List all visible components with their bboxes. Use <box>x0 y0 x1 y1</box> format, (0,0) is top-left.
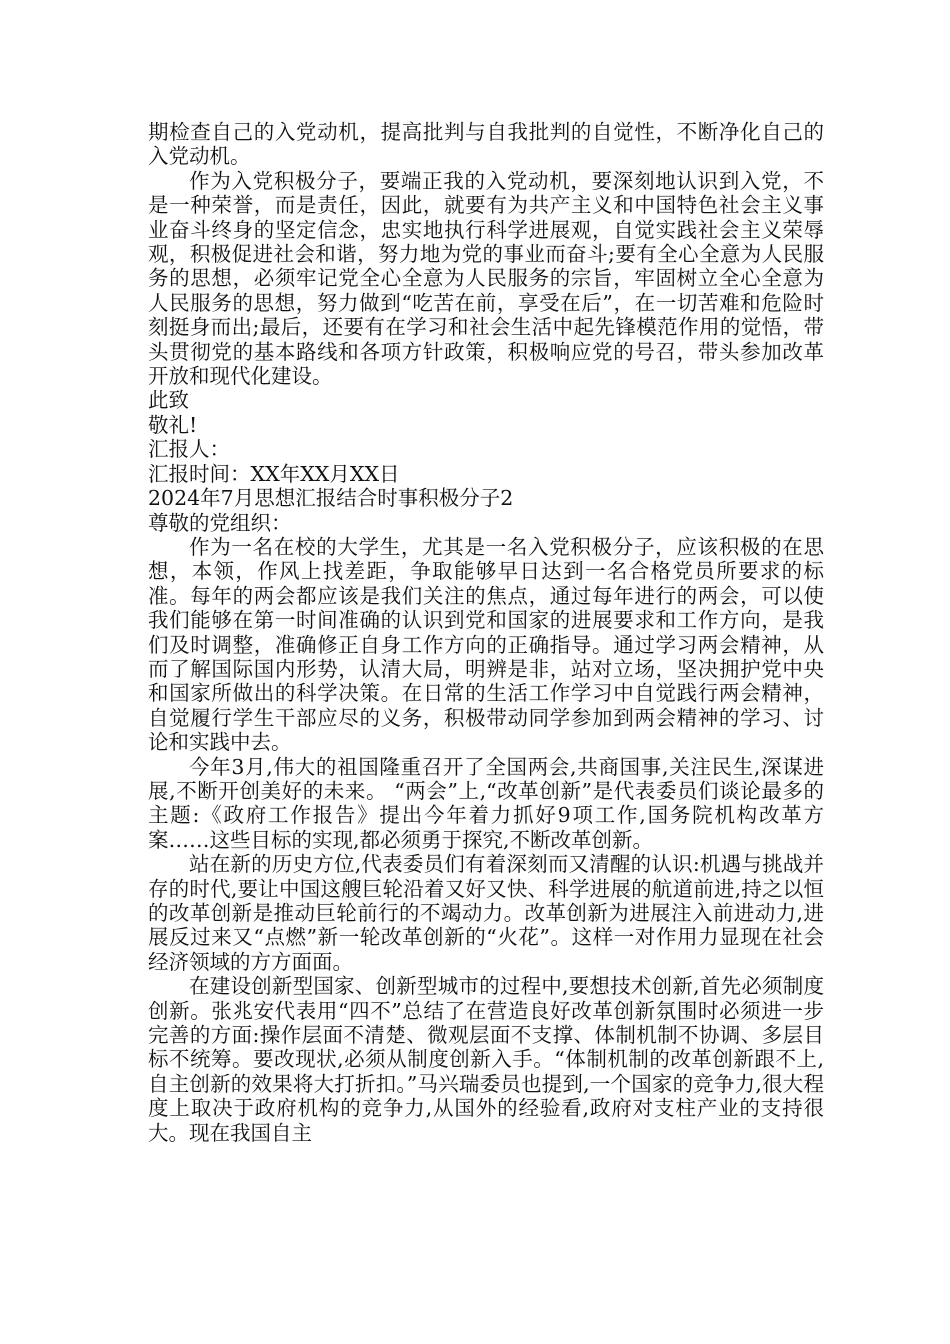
document-body <box>148 120 824 1145</box>
closing-respect: 敬礼! <box>148 412 198 437</box>
paragraph-two-sessions: 今年3月,伟大的祖国隆重召开了全国两会,共商国事,关注民生,深谋进展,不断开创美好的未来。 “两会”上,“改革创新”是代表委员们谈论最多的主题:《政府工作报告》提出今年着力抓好9项工作,国务院机构改革方案……这些目标的实现,都必须勇于探究,不断改革创新。 <box>148 754 824 852</box>
paragraph-motivation: 作为入党积极分子，要端正我的入党动机，要深刻地认识到入党，不是一种荣誉，而是责任，因此，就要有为共产主义和中国特色社会主义事业奋斗终身的坚定信念，忠实地执行科学进展观，自觉实践社会主义荣辱观，积极促进社会和谐，努力地为党的事业而奋斗;要有全心全意为人民服务的思想，必须牢记党全心全意为人民服务的宗旨，牢固树立全心全意为人民服务的思想，努力做到“吃苦在前，享受在后”，在一切苦难和危险时刻挺身而出;最后，还要有在学习和社会生活中起先锋模范作用的觉悟，带头贯彻党的基本路线和各项方针政策，积极响应党的号召，带头参加改革开放和现代化建设。 <box>148 168 824 389</box>
report-date: 汇报时间：XX年XX月XX日 <box>148 461 400 486</box>
reporter-label: 汇报人： <box>148 437 230 462</box>
closing-salutation: 此致 <box>148 388 189 413</box>
paragraph-continuation: 期检查自己的入党动机，提高批判与自我批判的自觉性，不断净化自己的入党动机。 <box>148 120 824 169</box>
paragraph-student: 作为一名在校的大学生，尤其是一名入党积极分子，应该积极的在思想，本领，作风上找差距，争取能够早日达到一名合格党员所要求的标准。每年的两会都应该是我们关注的焦点，通过每年进行的两会，可以使我们能够在第一时间准确的认识到党和国家的进展要求和工作方向，是我们及时调整，准确修正自身工作方向的正确指导。通过学习两会精神，从而了解国际国内形势，认清大局，明辨是非，站对立场，坚决拥护党中央和国家所做出的科学决策。在日常的生活工作学习中自觉践行两会精神，自觉履行学生干部应尽的义务，积极带动同学参加到两会精神的学习、讨论和实践中去。 <box>148 534 824 755</box>
paragraph-historical-position: 站在新的历史方位,代表委员们有着深刻而又清醒的认识:机遇与挑战并存的时代,要让中国这艘巨轮沿着又好又快、科学进展的航道前进,持之以恒的改革创新是推动巨轮前行的不竭动力。改革创新为进展注入前进动力,进展反过来又“点燃”新一轮改革创新的“火花”。这样一对作用力显现在社会经济领域的方方面面。 <box>148 852 824 974</box>
section-title: 2024年7月思想汇报结合时事积极分子2 <box>148 486 514 511</box>
greeting: 尊敬的党组织： <box>148 510 292 535</box>
paragraph-innovation: 在建设创新型国家、创新型城市的过程中,要想技术创新,首先必须制度创新。张兆安代表用“四不”总结了在营造良好改革创新氛围时必须进一步完善的方面:操作层面不清楚、微观层面不支撑、体制机制不协调、多层目标不统筹。要改现状,必须从制度创新入手。“体制机制的改革创新跟不上,自主创新的效果将大打折扣。”马兴瑞委员也提到,一个国家的竞争力,很大程度上取决于政府机构的竞争力,从国外的经验看,政府对支柱产业的支持很大。现在我国自主 <box>148 974 824 1145</box>
